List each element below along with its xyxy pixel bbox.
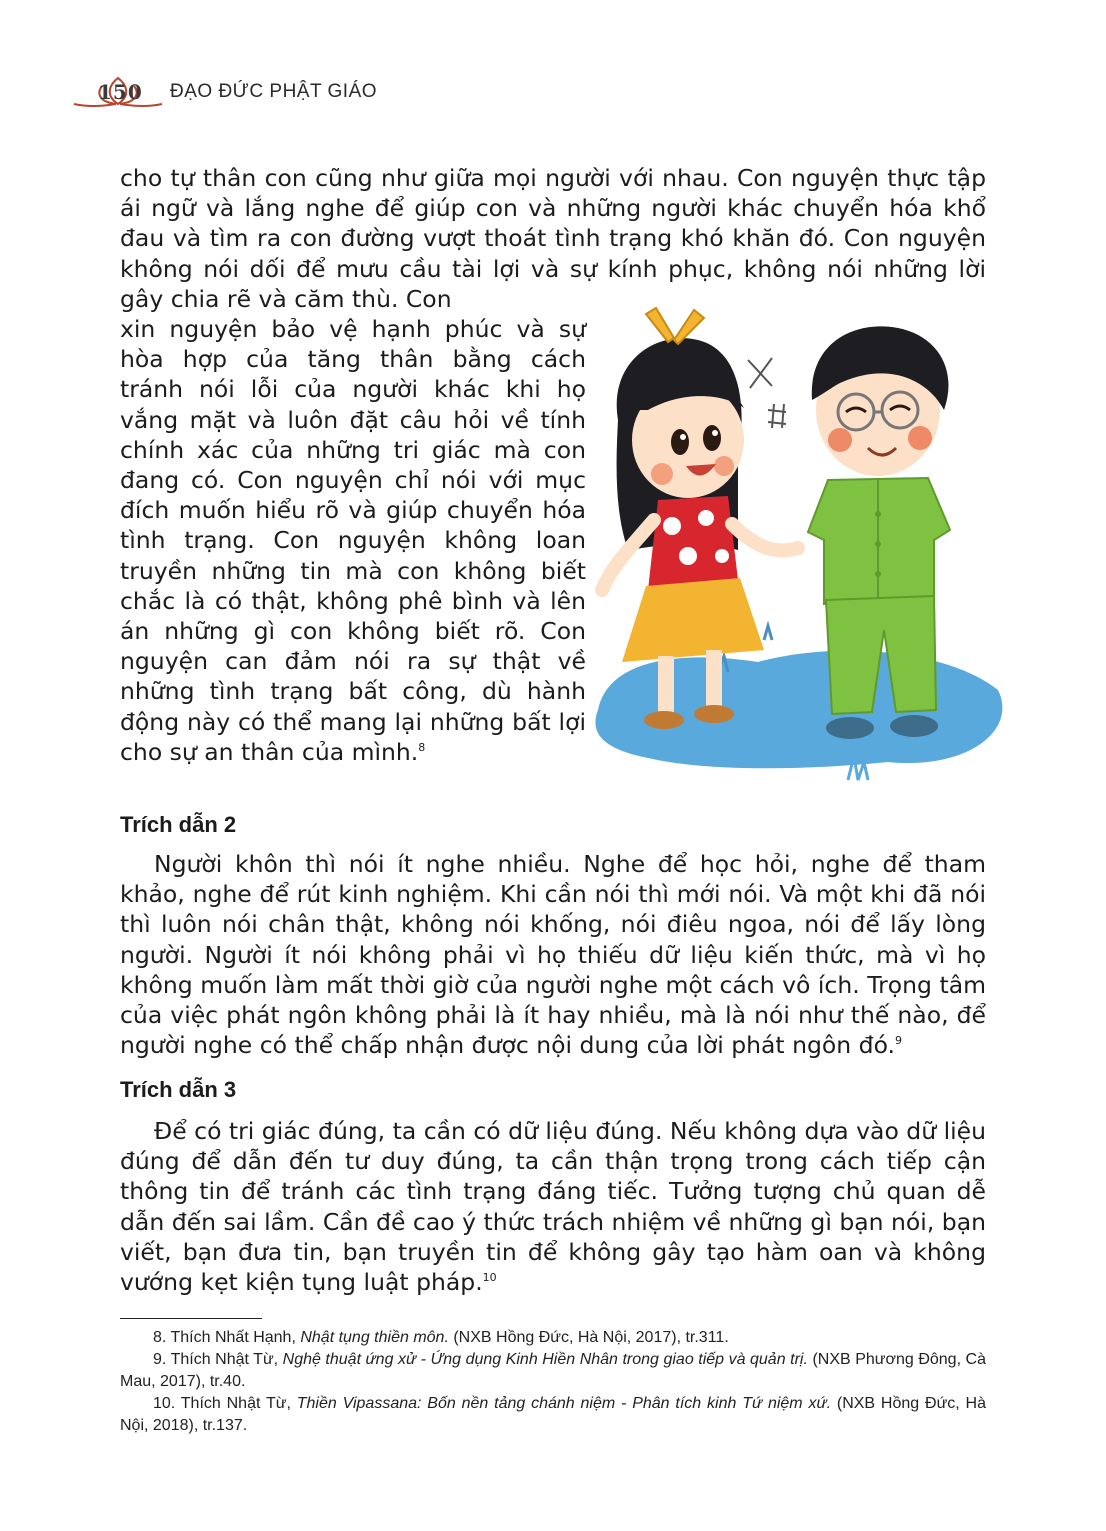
page-header [72,74,472,110]
section-3-text: Để có tri giác đúng, ta cần có dữ liệu đúng. Nếu không dựa vào dữ liệu đúng để dẫn đến tư duy đúng, ta cần thận trọng trong cách tiếp cận thông tin để tránh các tình trạng đáng tiếc. Tưởng tượng chủ quan dễ dẫn đến sai lầm. Cần đề cao ý thức trách nhiệm về những gì bạn nói, bạn viết, bạn đưa tin, bạn truyền tin để không gây tạo hàm oan và không vướng kẹt kiện tụng luật pháp. [120,1117,986,1297]
footnote-8-title: Nhật tụng thiền môn. [300,1329,449,1346]
footnote-ref-9[interactable]: 9 [895,1034,903,1048]
children-talking-illustration [588,300,1008,800]
footnote-ref-10[interactable]: 10 [482,1271,497,1285]
footnote-10: 10. Thích Nhật Từ, Thiền Vipassana: Bốn nền tảng chánh niệm - Phân tích kinh Tứ niệm xứ. (NXB Hồng Đức, Hà Nội, 2018), tr.137. [120,1395,987,1434]
footnote-8: 8. Thích Nhất Hạnh, Nhật tụng thiền môn. (NXB Hồng Đức, Hà Nội, 2017), tr.311. [153,1329,729,1346]
section-heading-3: Trích dẫn 3 [120,1077,237,1102]
running-title: ĐẠO ĐỨC PHẬT GIÁO [170,81,378,102]
intro-paragraph: cho tự thân con cũng như giữa mọi người với nhau. Con nguyện thực tập ái ngữ và lắng nghe để giúp con và những người khác chuyển hóa khổ đau và tìm ra con đường vượt thoát tình trạng khó khăn đó. Con nguyện không nói dối để mưu cầu tài lợi và sự kính phục, không nói những lời gây chia rẽ và căm thù. Con [120,164,986,313]
wrapped-paragraph [120,314,586,767]
footnote-9: 9. Thích Nhật Từ, Nghệ thuật ứng xử - Ứng dụng Kinh Hiền Nhân trong giao tiếp và quản trị. (NXB Phương Đông, Cà Mau, 2017), tr.40. [120,1351,986,1390]
footnote-divider [120,1318,262,1319]
footnote-ref-8[interactable]: 8 [418,740,426,754]
wrapped-text-area [120,314,586,767]
footnotes [120,1327,986,1437]
section-2-text: Người khôn thì nói ít nghe nhiều. Nghe để học hỏi, nghe để tham khảo, nghe để rút kinh nghiệm. Khi cần nói thì mới nói. Và một khi đã nói thì luôn nói chân thật, không nói khống, nói điêu ngoa, nói để lấy lòng người. Người ít nói không phải vì họ thiếu dữ liệu kiến thức, mà vì họ không muốn làm mất thời giờ của người nghe một cách vô ích. Trọng tâm của việc phát ngôn không phải là ít hay nhiều, mà là nói như thế nào, để người nghe có thể chấp nhận được nội dung của lời phát ngôn đó. [120,850,986,1060]
footnote-9-title: Nghệ thuật ứng xử - Ứng dụng Kinh Hiền Nhân trong giao tiếp và quản trị. [282,1351,808,1368]
section-paragraph-3 [120,1116,986,1297]
wrapped-paragraph-text: xin nguyện bảo vệ hạnh phúc và sự hòa hợp của tăng thân bằng cách tránh nói lỗi của người khác khi họ vắng mặt và luôn đặt câu hỏi về tính chính xác của những tri giác mà con đang có. Con nguyện chỉ nói với mục đích muốn hiểu rõ và giúp chuyển hóa tình trạng. Con nguyện không loan truyền những tin mà con không biết chắc là có thật, không phê bình và lên án những gì con không biết rõ. Con nguyện can đảm nói ra sự thật về những tình trạng bất công, dù hành động này có thể mang lại những bất lợi cho sự an thân của mình. [120,315,586,766]
page-number: 150 [98,80,143,104]
section-heading-2: Trích dẫn 2 [120,812,237,837]
footnote-10-title: Thiền Vipassana: Bốn nền tảng chánh niệm - Phân tích kinh Tứ niệm xứ. [296,1395,832,1412]
section-paragraph-2 [120,849,986,1060]
